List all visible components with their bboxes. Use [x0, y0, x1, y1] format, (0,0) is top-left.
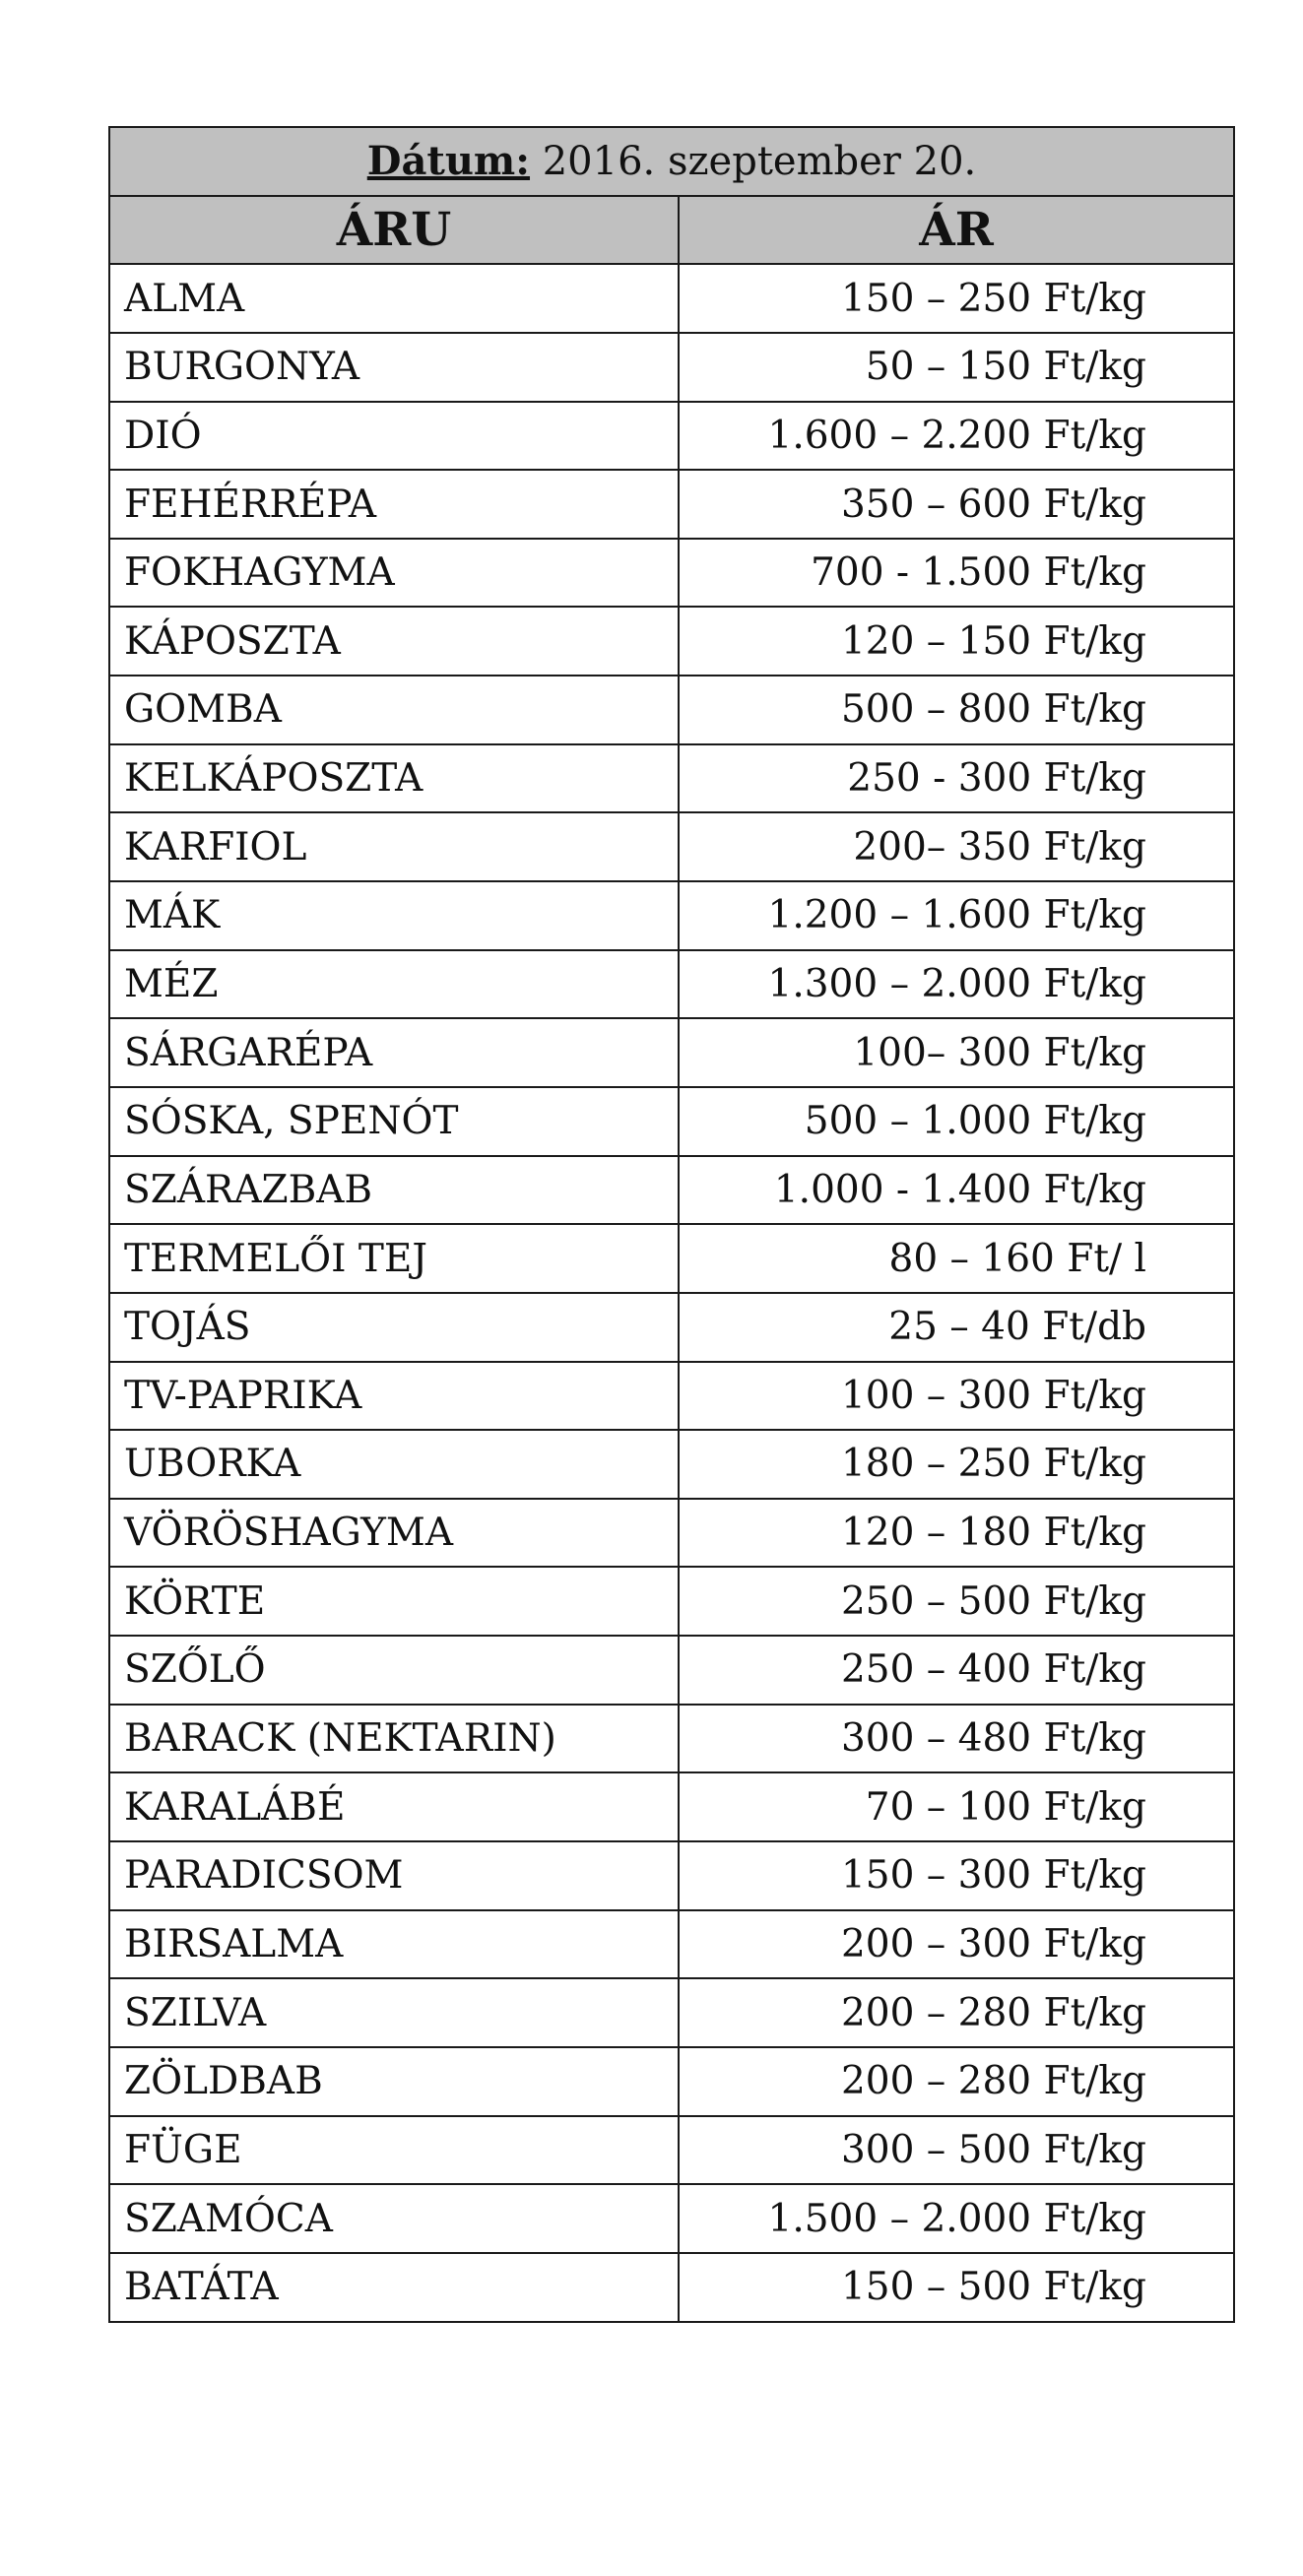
table-row	[109, 1636, 1234, 1705]
table-row	[109, 1087, 1234, 1156]
item-name-cell: TOJÁS	[109, 1293, 679, 1362]
table-row	[109, 1293, 1234, 1362]
table-row	[109, 676, 1234, 744]
item-name-cell: PARADICSOM	[109, 1841, 679, 1910]
table-row	[109, 2116, 1234, 2185]
table-body	[109, 264, 1234, 2321]
item-price-cell: 120 – 150 Ft/kg	[679, 607, 1234, 676]
item-price-cell: 500 – 1.000 Ft/kg	[679, 1087, 1234, 1156]
item-price-cell: 50 – 150 Ft/kg	[679, 333, 1234, 402]
item-price-cell: 1.300 – 2.000 Ft/kg	[679, 950, 1234, 1019]
date-cell	[109, 127, 1234, 196]
item-name-cell: BARACK (NEKTARIN)	[109, 1705, 679, 1773]
item-price-cell: 700 - 1.500 Ft/kg	[679, 539, 1234, 608]
item-name-cell: SZŐLŐ	[109, 1636, 679, 1705]
item-name-cell: SZILVA	[109, 1978, 679, 2047]
item-name-cell: SÁRGARÉPA	[109, 1018, 679, 1087]
table-row	[109, 1018, 1234, 1087]
item-price-cell: 150 – 500 Ft/kg	[679, 2253, 1234, 2322]
column-header-row	[109, 196, 1234, 265]
item-price-cell: 200 – 300 Ft/kg	[679, 1910, 1234, 1979]
item-price-cell: 1.000 - 1.400 Ft/kg	[679, 1156, 1234, 1225]
item-price-cell: 25 – 40 Ft/db	[679, 1293, 1234, 1362]
item-name-cell: FÜGE	[109, 2116, 679, 2185]
table-row	[109, 1567, 1234, 1636]
item-name-cell: KARFIOL	[109, 812, 679, 881]
table-row	[109, 881, 1234, 950]
item-name-cell: VÖRÖSHAGYMA	[109, 1499, 679, 1568]
table-row	[109, 539, 1234, 608]
table-row	[109, 1362, 1234, 1431]
item-name-cell: MÁK	[109, 881, 679, 950]
table-row	[109, 264, 1234, 333]
item-price-cell: 120 – 180 Ft/kg	[679, 1499, 1234, 1568]
item-name-cell: SÓSKA, SPENÓT	[109, 1087, 679, 1156]
item-name-cell: BIRSALMA	[109, 1910, 679, 1979]
table-row	[109, 812, 1234, 881]
table-row	[109, 1705, 1234, 1773]
item-price-cell: 80 – 160 Ft/ l	[679, 1224, 1234, 1293]
item-price-cell: 100 – 300 Ft/kg	[679, 1362, 1234, 1431]
item-price-cell: 300 – 500 Ft/kg	[679, 2116, 1234, 2185]
table-row	[109, 1224, 1234, 1293]
item-name-cell: ALMA	[109, 264, 679, 333]
item-name-cell: SZAMÓCA	[109, 2184, 679, 2253]
table-row	[109, 2253, 1234, 2322]
table-row	[109, 1499, 1234, 1568]
item-price-cell: 200 – 280 Ft/kg	[679, 2047, 1234, 2116]
item-name-cell: SZÁRAZBAB	[109, 1156, 679, 1225]
item-price-cell: 1.200 – 1.600 Ft/kg	[679, 881, 1234, 950]
item-name-cell: BURGONYA	[109, 333, 679, 402]
table-row	[109, 333, 1234, 402]
item-price-cell: 200– 350 Ft/kg	[679, 812, 1234, 881]
item-name-cell: KARALÁBÉ	[109, 1772, 679, 1841]
item-price-cell: 1.600 – 2.200 Ft/kg	[679, 402, 1234, 471]
item-name-cell: TERMELŐI TEJ	[109, 1224, 679, 1293]
item-name-cell: BATÁTA	[109, 2253, 679, 2322]
item-name-cell: FOKHAGYMA	[109, 539, 679, 608]
item-name-cell: GOMBA	[109, 676, 679, 744]
item-name-cell: DIÓ	[109, 402, 679, 471]
item-name-cell: MÉZ	[109, 950, 679, 1019]
item-name-cell: FEHÉRRÉPA	[109, 470, 679, 539]
table-row	[109, 1430, 1234, 1499]
column-header-item: ÁRU	[109, 196, 679, 265]
item-price-cell: 180 – 250 Ft/kg	[679, 1430, 1234, 1499]
table-row	[109, 470, 1234, 539]
table-row	[109, 950, 1234, 1019]
table-row	[109, 1978, 1234, 2047]
column-header-price: ÁR	[679, 196, 1234, 265]
item-name-cell: KÖRTE	[109, 1567, 679, 1636]
date-row	[109, 127, 1234, 196]
table-row	[109, 1156, 1234, 1225]
table-row	[109, 1910, 1234, 1979]
item-price-cell: 150 – 300 Ft/kg	[679, 1841, 1234, 1910]
item-price-cell: 300 – 480 Ft/kg	[679, 1705, 1234, 1773]
item-price-cell: 70 – 100 Ft/kg	[679, 1772, 1234, 1841]
item-name-cell: UBORKA	[109, 1430, 679, 1499]
item-name-cell: KÁPOSZTA	[109, 607, 679, 676]
item-price-cell: 100– 300 Ft/kg	[679, 1018, 1234, 1087]
item-price-cell: 250 – 400 Ft/kg	[679, 1636, 1234, 1705]
item-price-cell: 500 – 800 Ft/kg	[679, 676, 1234, 744]
price-table	[108, 126, 1235, 2323]
table-row	[109, 1772, 1234, 1841]
item-name-cell: TV-PAPRIKA	[109, 1362, 679, 1431]
item-name-cell: ZÖLDBAB	[109, 2047, 679, 2116]
date-value: 2016. szeptember 20.	[530, 139, 977, 185]
table-row	[109, 2047, 1234, 2116]
item-name-cell: KELKÁPOSZTA	[109, 744, 679, 813]
item-price-cell: 350 – 600 Ft/kg	[679, 470, 1234, 539]
table-row	[109, 607, 1234, 676]
item-price-cell: 250 – 500 Ft/kg	[679, 1567, 1234, 1636]
item-price-cell: 1.500 – 2.000 Ft/kg	[679, 2184, 1234, 2253]
date-label: Dátum:	[366, 138, 531, 185]
table-row	[109, 744, 1234, 813]
item-price-cell: 250 - 300 Ft/kg	[679, 744, 1234, 813]
table-row	[109, 1841, 1234, 1910]
table-row	[109, 402, 1234, 471]
item-price-cell: 150 – 250 Ft/kg	[679, 264, 1234, 333]
item-price-cell: 200 – 280 Ft/kg	[679, 1978, 1234, 2047]
table-row	[109, 2184, 1234, 2253]
